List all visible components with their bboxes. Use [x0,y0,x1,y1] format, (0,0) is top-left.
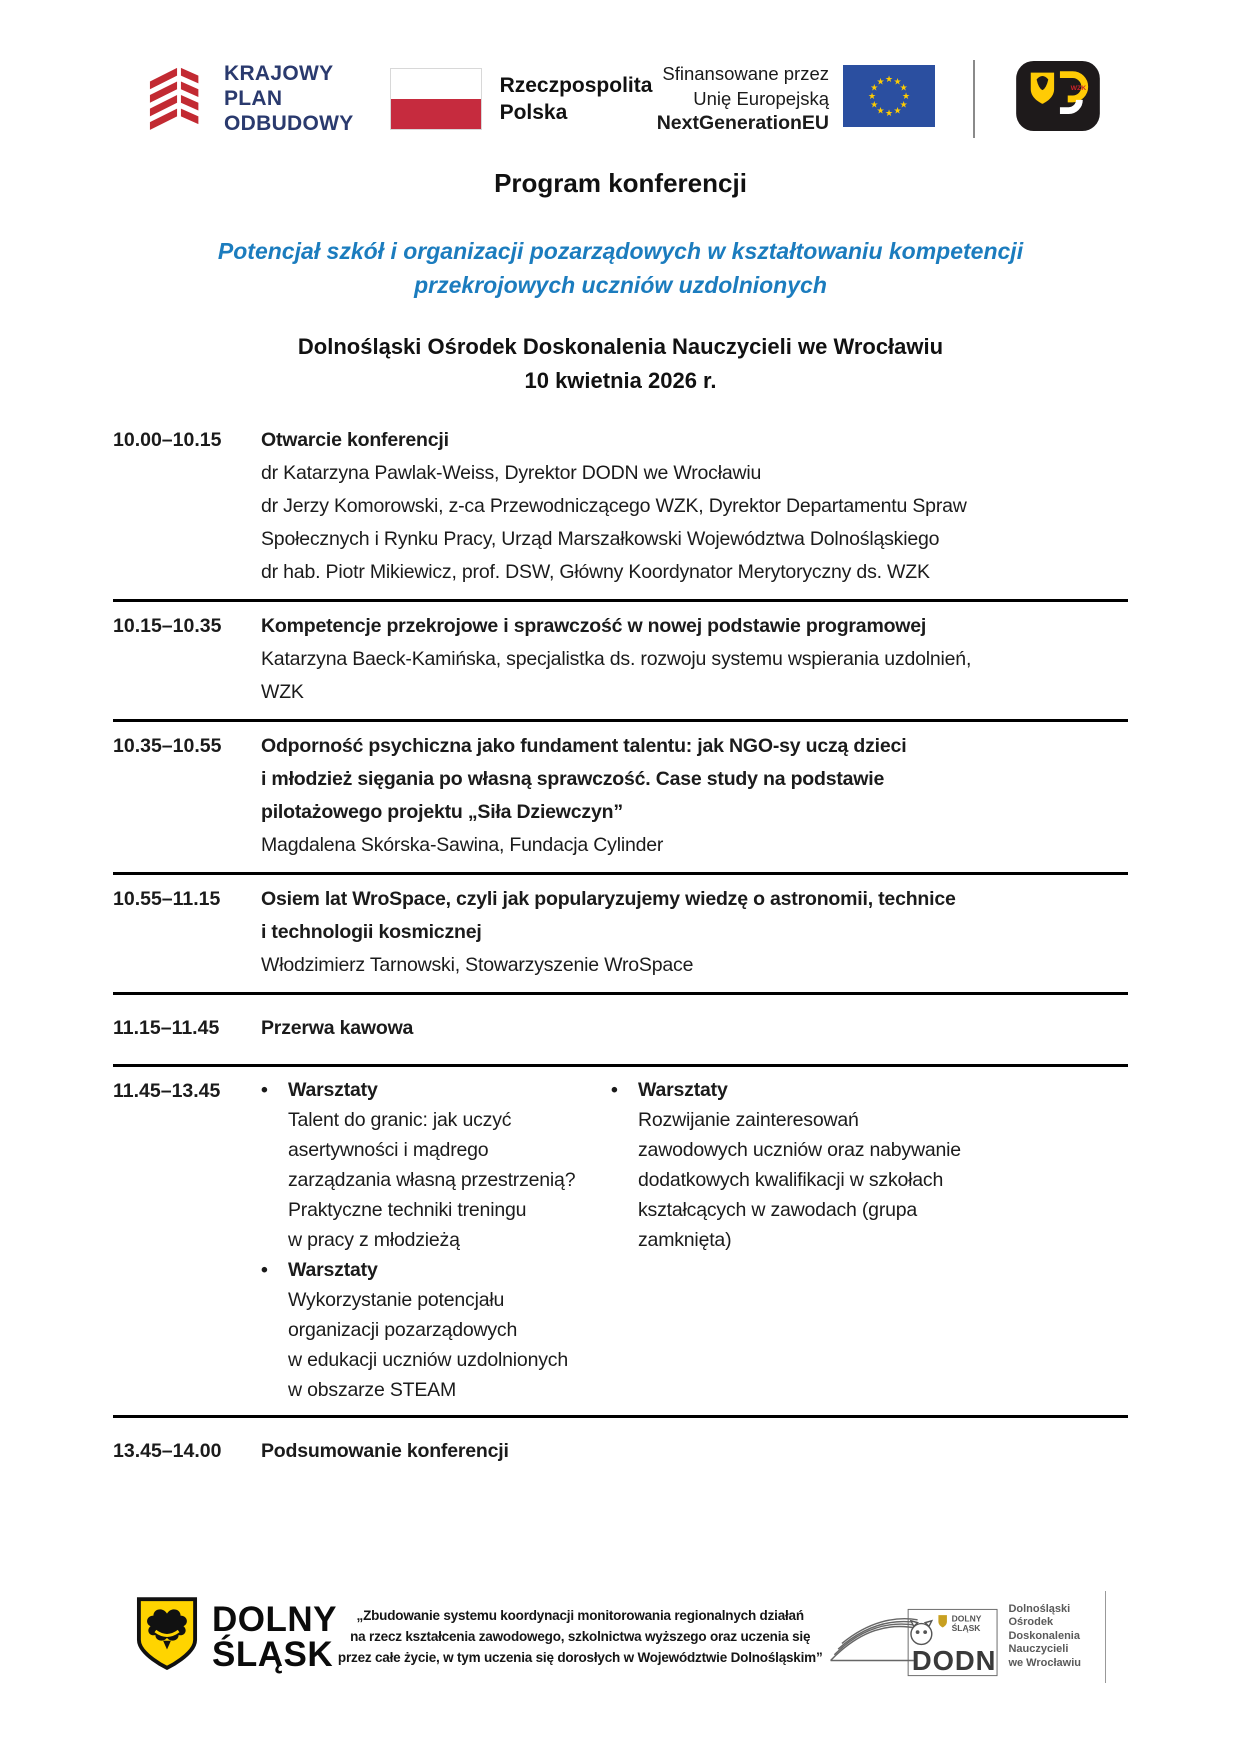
eu-line: Unię Europejską [693,88,829,109]
workshops-column-right [611,1075,963,1405]
schedule-row [113,872,1128,992]
schedule-row [113,599,1128,719]
poland-line: Rzeczpospolita [499,73,653,97]
eu-funding-logo [657,61,935,136]
eu-funding-text [657,61,829,136]
svg-text:DODN: DODN [912,1644,997,1676]
session-detail: Magdalena Skórska-Sawina, Fundacja Cylinder [261,834,664,856]
venue-block [0,330,1241,398]
eu-line: NextGenerationEU [656,112,829,134]
workshop-item [261,1255,583,1405]
schedule-row [113,424,1128,599]
workshop-item [611,1075,963,1255]
session-detail: dr Jerzy Komorowski, z-ca Przewodniczącego WZK, Dyrektor Departamentu Spraw Społecznych i Rynku Pracy, Urząd Marszałkowski Województwa Dolnośląskiego [261,495,967,550]
svg-text:★: ★ [870,83,879,94]
ds-line: DOLNY [212,1599,337,1639]
svg-text:★: ★ [899,100,908,111]
dodn-name-line: Dolnośląski [1008,1602,1071,1615]
bullet-icon: • [611,1079,618,1101]
session-title: Kompetencje przekrojowe i sprawczość w nowej podstawie programowej [261,615,927,637]
eu-line: Sfinansowane przez [662,63,829,84]
footer-divider [1105,1591,1106,1683]
dodn-name-line: Nauczycieli [1008,1643,1069,1656]
ds-line: ŚLĄSK [212,1634,334,1674]
dodn-name-line: Doskonalenia [1008,1629,1080,1642]
session-detail: Katarzyna Baeck-Kamińska, specjalistka ds. rozwoju systemu wspierania uzdolnień, WZK [261,648,972,703]
wzk-logo [1015,60,1101,137]
quote-line: „Zbudowanie systemu koordynacji monitorowania regionalnych działań [356,1608,804,1623]
svg-text:★: ★ [884,109,894,119]
time-range: 10.15–10.35 [113,615,222,637]
workshop-description: Rozwijanie zainteresowań zawodowych uczniów oraz nabywanie dodatkowych kwalifikacji w szkołach kształcących w zawodach (grupa zamknięta) [638,1109,961,1251]
eu-flag-icon [843,65,935,132]
session-title: Podsumowanie konferencji [261,1440,509,1462]
quote-line: na rzecz kształcenia zawodowego, szkolnictwa wyższego oraz uczenia się [350,1629,811,1644]
time-range: 11.15–11.45 [113,1017,220,1039]
conference-date: 10 kwietnia 2026 r. [524,368,717,393]
dodn-book-owl-icon [823,1586,998,1687]
session-title: Otwarcie konferencji [261,429,449,451]
kpo-line: PLAN [224,87,283,110]
dodn-logo [823,1586,1106,1687]
time-range: 10.55–11.15 [113,888,221,910]
project-quote [338,1605,823,1668]
svg-text:WZK: WZK [1070,85,1087,93]
schedule-row [113,1415,1128,1487]
schedule-row [113,719,1128,872]
poland-logo [390,68,653,130]
workshops-column-left [261,1075,583,1405]
workshop-label: Warsztaty [638,1079,728,1101]
poland-line: Polska [499,100,568,124]
svg-text:ŚLĄSK: ŚLĄSK [952,1623,981,1634]
kpo-building-icon [148,56,210,141]
kpo-logo-text [224,61,354,136]
svg-text:★: ★ [876,106,885,117]
svg-text:★: ★ [876,77,885,88]
workshop-label: Warsztaty [288,1079,378,1101]
time-range: 13.45–14.00 [113,1440,222,1462]
poland-flag-icon [390,68,482,130]
wzk-logo-icon [1015,60,1101,132]
poland-logo-text [500,72,653,126]
session-detail: Włodzimierz Tarnowski, Stowarzyszenie WroSpace [261,954,694,976]
session-detail: dr hab. Piotr Mikiewicz, prof. DSW, Główny Koordynator Merytoryczny ds. WZK [261,561,930,583]
workshop-item [261,1075,583,1255]
svg-text:★: ★ [893,77,902,88]
dolny-slask-logo [136,1596,337,1677]
svg-text:★: ★ [901,92,911,102]
dodn-name-line: we Wrocławiu [1008,1656,1081,1669]
svg-text:★: ★ [884,75,894,85]
quote-line: przez całe życie, w tym uczenia się dorosłych w Województwie Dolnośląskim” [337,1650,823,1665]
time-range: 11.45–13.45 [113,1080,221,1102]
session-title: Osiem lat WroSpace, czyli jak popularyzujemy wiedzę o astronomii, technice i technologii kosmicznej [261,888,956,943]
session-detail: dr Katarzyna Pawlak-Weiss, Dyrektor DODN we Wrocławiu [261,462,762,484]
header-logo-strip [0,56,1241,141]
svg-text:★: ★ [893,106,902,117]
header-divider [973,60,975,138]
workshop-description: Talent do granic: jak uczyć asertywności i mądrego zarządzania własną przestrzenią? Praktyczne techniki treningu w pracy z młodzieżą [288,1109,576,1251]
time-range: 10.35–10.55 [113,735,222,757]
schedule-row [113,992,1128,1064]
workshop-description: Wykorzystanie potencjału organizacji pozarządowych w edukacji uczniów uzdolnionych w obszarze STEAM [288,1289,568,1401]
bullet-icon: • [261,1259,268,1281]
svg-text:★: ★ [870,100,879,111]
bullet-icon: • [261,1079,268,1101]
svg-text:DOLNY: DOLNY [952,1613,982,1624]
time-range: 10.00–10.15 [113,429,222,451]
kpo-logo [148,56,354,141]
dodn-name-line: Ośrodek [1008,1616,1054,1629]
kpo-line: KRAJOWY [224,62,334,85]
footer-logo-strip [136,1586,1106,1687]
dolny-slask-logo-text [212,1599,337,1674]
dolny-slask-shield-icon [136,1596,198,1677]
workshop-label: Warsztaty [288,1259,378,1281]
schedule-table [113,424,1128,1487]
venue-name: Dolnośląski Ośrodek Doskonalenia Nauczycieli we Wrocławiu [297,334,944,359]
session-title: Odporność psychiczna jako fundament talentu: jak NGO-sy uczą dzieci i młodzież sięgania po własną sprawczość. Case study na podstawie pilotażowego projektu „Siła Dziewczyn” [261,735,907,823]
session-title: Przerwa kawowa [261,1017,414,1039]
kpo-line: ODBUDOWY [224,112,354,135]
svg-text:★: ★ [899,83,908,94]
page-title: Program konferencji [494,168,747,198]
svg-text:★: ★ [867,92,877,102]
dodn-name-text [1008,1603,1081,1671]
schedule-row-workshops [113,1064,1128,1415]
conference-subtitle: Potencjał szkół i organizacji pozarządowych w kształtowaniu kompetencji przekrojowych uczniów uzdolnionych [217,238,1024,298]
